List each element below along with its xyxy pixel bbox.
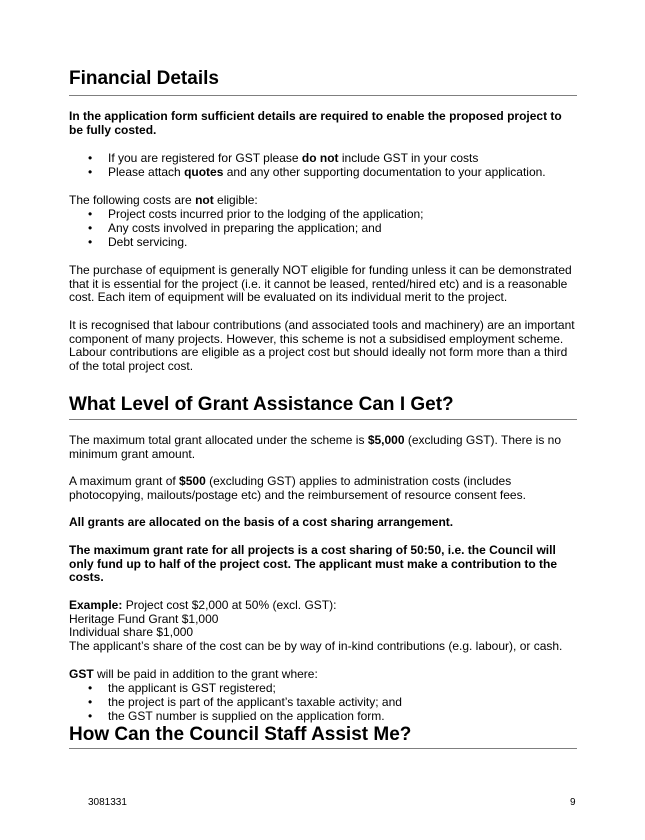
section-rule [69,748,577,749]
bullet-icon: • [88,235,93,249]
bullet-text: Project costs incurred prior to the lodging of the application; [108,207,424,221]
document-number: 3081331 [88,797,127,808]
labour-paragraph [69,319,579,373]
bullet-icon: • [88,709,93,723]
text-line: only fund up to half of the project cost. The applicant must make a contribution to the [69,556,558,571]
text-line: that it is essential for the project (i.e. it cannot be leased, rented/hired etc) and is a reasonable [69,276,568,291]
text-line: The purchase of equipment is generally NOT eligible for funding unless it can be demonstrated [69,263,572,277]
text-line: Individual share $1,000 [69,625,194,640]
text-line: minimum grant amount. [69,446,196,461]
bullet-icon: • [88,695,93,709]
max-rate-paragraph [69,544,579,585]
text-line: The maximum grant rate for all projects is a cost sharing of 50:50, i.e. the Council will [69,543,556,557]
text-line: costs. [69,570,104,585]
section-heading-council-staff: How Can the Council Staff Assist Me? [69,724,412,745]
bullet-text: the applicant is GST registered; [108,681,276,695]
text-line: component of many projects. However, this scheme is not a subsidised employment scheme. [69,331,564,346]
admin-grant-paragraph: A maximum grant of $500 (excluding GST) applies to administration costs (includes photocopying, mailouts/postage etc) and the reimbursement of resource consent fees. [69,475,579,502]
financial-intro: In the application form sufficient details are required to enable the proposed project to be fully costed. [69,109,562,137]
gst-intro: GST will be paid in addition to the grant where: [69,667,318,681]
text-line: of the total project cost. [69,358,194,373]
max-grant-paragraph: The maximum total grant allocated under the scheme is $5,000 (excluding GST). There is no minimum grant amount. [69,434,579,461]
text-line: cost. Each item of equipment will be evaluated on its individual merit to the project. [69,290,508,305]
section-rule [69,419,577,420]
section-rule [69,95,577,96]
text-line: Heritage Fund Grant $1,000 [69,611,219,626]
equipment-paragraph [69,264,579,305]
bullet-icon: • [88,207,93,221]
bullet-icon: • [88,151,93,165]
bullet-text: Debt servicing. [108,235,188,249]
bullet-icon: • [88,681,93,695]
section-heading-grant-assistance: What Level of Grant Assistance Can I Get? [69,394,454,415]
example-paragraph: Example: Project cost $2,000 at 50% (excl. GST): Heritage Fund Grant $1,000 Individual share $1,000 The applicant’s share of the cost can be by way of in-kind contributions (e.g. labour), or cash. [69,599,579,653]
bullet-icon: • [88,165,93,179]
bullet-icon: • [88,221,93,235]
text-line: It is recognised that labour contributions (and associated tools and machinery) are an important [69,318,575,332]
not-eligible-intro: The following costs are not eligible: [69,193,258,207]
bullet-text: Any costs involved in preparing the application; and [108,221,382,235]
bullet-text: the project is part of the applicant’s taxable activity; and [108,695,402,709]
bullet-text: Please attach quotes and any other supporting documentation to your application. [108,165,546,179]
text-line: The applicant’s share of the cost can be by way of in-kind contributions (e.g. labour), or cash. [69,638,563,653]
text-line: photocopying, mailouts/postage etc) and the reimbursement of resource consent fees. [69,487,526,502]
cost-sharing-note: All grants are allocated on the basis of a cost sharing arrangement. [69,515,454,529]
bullet-text: the GST number is supplied on the application form. [108,709,385,723]
bullet-text: If you are registered for GST please do not include GST in your costs [108,151,479,165]
section-heading-financial-details: Financial Details [69,68,219,89]
text-line: Labour contributions are eligible as a project cost but should ideally not form more than a third [69,345,568,360]
page-number: 9 [570,797,576,808]
